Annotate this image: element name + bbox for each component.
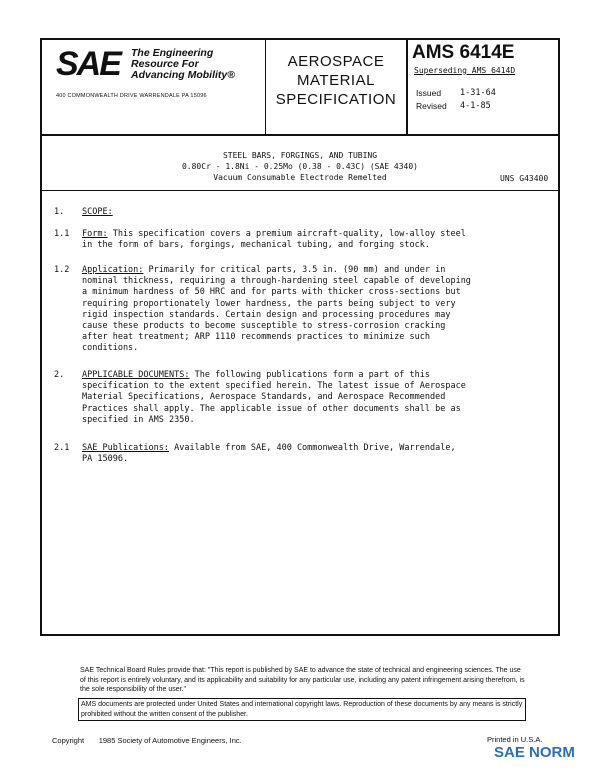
spec-type-line-2: MATERIAL (297, 72, 375, 89)
section-1-2-number: 1.2 (54, 265, 70, 275)
copyright-holder: 1985 Society of Automotive Engineers, Inc. (98, 736, 242, 745)
superseding-note: Superseding AMS 6414D (414, 66, 516, 75)
revised-date: 4-1-85 (460, 101, 491, 111)
section-1-title: SCOPE: (82, 207, 113, 217)
copyright-notice-box: AMS documents are protected under United States and international copyright laws. Reproduction of these documents by any means is strictly prohibited without the written consent of the publisher. (78, 698, 526, 721)
uns-number: UNS G43400 (500, 174, 549, 183)
document-number: AMS 6414E (412, 42, 515, 63)
section-2-1-text: Available from SAE, 400 Commonwealth Drive, Warrendale, PA 15096. (82, 443, 456, 465)
material-process: Vacuum Consumable Electrode Remelted (213, 173, 387, 182)
material-title: STEEL BARS, FORGINGS, AND TUBING (222, 151, 378, 160)
section-1-1-title: Form: (82, 229, 108, 239)
section-2-1 (82, 443, 522, 465)
tagline-line-1: The Engineering (131, 47, 214, 59)
sae-tagline (131, 48, 235, 81)
printed-in: Printed in U.S.A. (487, 735, 543, 744)
tagline-line-2: Resource For (131, 58, 199, 70)
section-1-1-number: 1.1 (54, 229, 70, 239)
section-2-number: 2. (54, 370, 65, 380)
section-1-2-text: Primarily for critical parts, 3.5 in. (90 mm) and under in nominal thickness, requiring a through-hardening steel capable of developing a minimum hardness of 50 HRC and for parts with thicker cross-sections but requiring proportionately lower hardness, the parts being subject to very rigid inspection standards. Certain design and processing procedures may cause these products to become susceptible to stress-corrosion cracking after heat treatment; ARP 1110 recommends practices to minimize such conditions. (82, 265, 471, 354)
section-1-2 (82, 265, 522, 355)
sae-rules-notice: SAE Technical Board Rules provide that: "This report is published by SAE to advance the state of technical and engineering sciences. The use of this report is entirely voluntary, and its applicability and suitability for any particular use, including any patent infringement arising therefrom, is the sole responsibility of the user." (80, 667, 525, 693)
section-1-2-title: Application: (82, 265, 144, 275)
revised-label: Revised (416, 101, 447, 111)
material-composition: 0.80Cr - 1.8Ni - 0.25Mo (0.38 - 0.43C) (SAE 4340) (181, 162, 418, 171)
section-1-number: 1. (54, 207, 65, 217)
section-2-1-number: 2.1 (54, 443, 70, 453)
section-2-1-title: SAE Publications: (82, 443, 169, 453)
sae-address: 400 COMMONWEALTH DRIVE WARRENDALE PA 15096 (56, 93, 207, 99)
tagline-line-3: Advancing Mobility® (131, 69, 235, 81)
issued-date: 1-31-64 (460, 88, 496, 98)
section-1-heading (82, 207, 522, 218)
section-1-1-text: This specification covers a premium aircraft-quality, low-alloy steel in the form of bars, forgings, mechanical tubing, and forging stock. (82, 229, 466, 251)
spec-type-title (266, 52, 406, 109)
copyright-label: Copyright (52, 736, 85, 745)
copyright-line (52, 736, 242, 745)
section-2 (82, 370, 522, 426)
sae-logo: SAE (56, 45, 120, 83)
spec-type-line-1: AEROSPACE (287, 53, 385, 70)
section-2-title: APPLICABLE DOCUMENTS: (82, 370, 190, 380)
title-divider (40, 190, 560, 191)
header-divider (40, 134, 560, 136)
section-2-text: The following publications form a part of this specification to the extent specified herein. The latest issue of Aerospace Material Specifications, Aerospace Standards, and Aerospace Recommended Practices shall apply. The applicable issue of other documents shall be as specified in AMS 2350. (82, 370, 466, 425)
section-1-1 (82, 229, 522, 251)
issued-label: Issued (416, 88, 442, 98)
sae-norm-watermark: SAE NORM (494, 744, 575, 761)
header-separator-right (406, 38, 408, 134)
spec-type-line-3: SPECIFICATION (275, 91, 397, 108)
